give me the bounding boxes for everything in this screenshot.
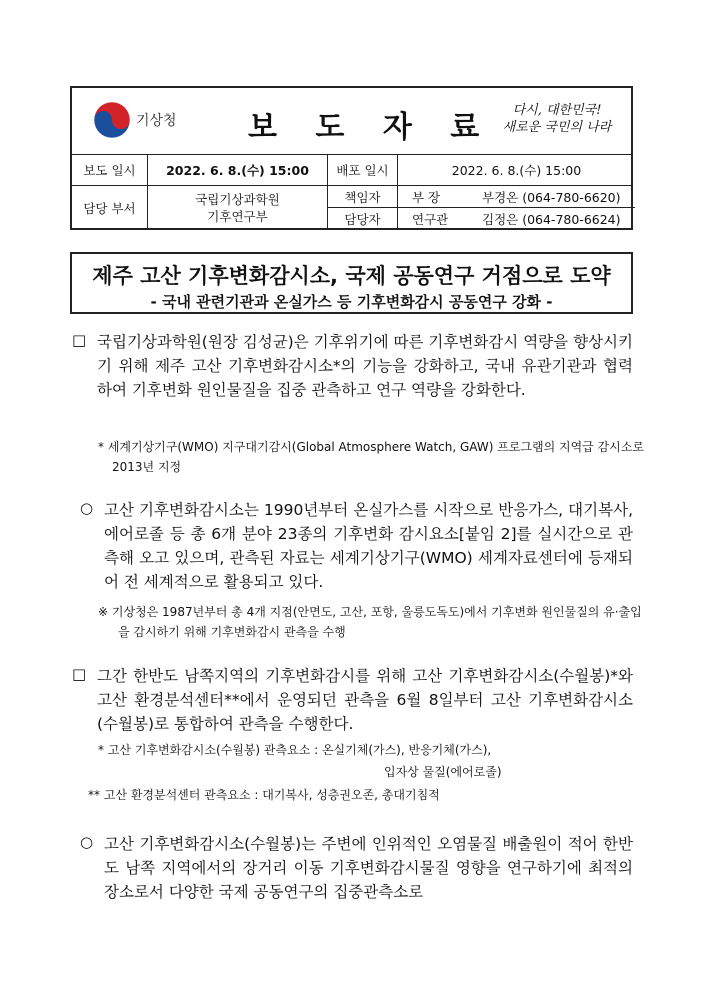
- release-time-label: 보도 일시: [83, 162, 136, 178]
- press-release-title: 보 도 자 료: [248, 110, 494, 145]
- paragraph-3-note-1: * 고산 기후변화감시소(수월봉) 관측요소 : 온실기체(가스), 반응기체(가스),: [98, 743, 492, 757]
- paragraph-3: 그간 한반도 남쪽지역의 기후변화감시를 위해 고산 기후변화감시소(수월봉)*와 고산 환경분석센터**에서 운영되던 관측을 6월 8일부터 고산 기후변화감시소(수월봉)로 통합하여 관측을 수행한다.: [97, 667, 633, 733]
- department-line-2: 기후연구부: [207, 209, 268, 224]
- department-label: 담당 부서: [83, 201, 136, 216]
- responsible-title: 부 장: [412, 189, 441, 205]
- paragraph-2: 고산 기후변화감시소는 1990년부터 온실가스를 시작으로 반응가스, 대기복사, 에어로졸 등 총 6개 분야 23종의 기후변화 감시요소[붙임 2]를 실시간으로 관측해 오고 있으며, 관측된 자료는 세계기상기구(WMO) 세계자료센터에 등재되어 전 세계적으로 활용되고 있다.: [104, 501, 633, 591]
- header-title-row: [72, 88, 631, 155]
- paragraph-3-note-1-cont: 입자상 물질(에어로졸): [384, 765, 502, 779]
- release-time-value: 2022. 6. 8.(수) 15:00: [166, 162, 309, 178]
- paragraph-1: 국립기상과학원(원장 김성균)은 기후위기에 따른 기후변화감시 역량을 향상시키기 위해 제주 고산 기후변화감시소*의 기능을 강화하고, 국내 유관기관과 협력하여 기후변화 원인물질을 집중 관측하고 연구 역량을 강화한다.: [97, 333, 633, 399]
- headline-main: 제주 고산 기후변화감시소, 국제 공동연구 거점으로 도약: [92, 264, 611, 288]
- department-value: [148, 186, 327, 230]
- slogan-line-2: 새로운 국민의 나라: [502, 120, 612, 135]
- headline-sub: - 국내 관련기관과 온실가스 등 기후변화감시 공동연구 강화 -: [150, 293, 553, 311]
- distribution-time-value: 2022. 6. 8.(수) 15:00: [451, 162, 582, 178]
- paragraph-3-bullet: □: [72, 665, 87, 683]
- slogan-line-1: 다시, 대한민국!: [512, 103, 602, 118]
- paragraph-1-note: * 세계기상기구(WMO) 지구대기감시(Global Atmosphere Watch, GAW) 프로그램의 지역급 감시소로 2013년 지정: [98, 440, 644, 474]
- contact-title: 연구관: [412, 212, 449, 227]
- paragraph-3-note-2: ** 고산 환경분석센터 관측요소 : 대기복사, 성층권오존, 총대기침적: [88, 788, 440, 802]
- contact-name: 김정은 (064-780-6624): [482, 212, 621, 227]
- distribution-time-label: 배포 일시: [336, 162, 389, 178]
- responsible-label: 책임자: [344, 189, 381, 205]
- headline-box: [70, 252, 633, 314]
- agency-name: 기상청: [136, 113, 177, 129]
- responsible-name: 부경온 (064-780-6620): [482, 189, 621, 205]
- paragraph-4-bullet: ○: [80, 833, 94, 851]
- press-release-header: [70, 86, 633, 230]
- paragraph-2-bullet: ○: [80, 499, 94, 517]
- contact-label: 담당자: [344, 212, 381, 227]
- government-slogan: [492, 102, 622, 136]
- paragraph-1-bullet: □: [72, 331, 87, 349]
- department-line-1: 국립기상과학원: [195, 192, 280, 207]
- paragraph-2-note: ※ 기상청은 1987년부터 총 4개 지점(안면도, 고산, 포항, 울릉도독도)에서 기후변화 원인물질의 유·출입을 감시하기 위해 기후변화감시 관측을 수행: [98, 605, 642, 639]
- paragraph-4: 고산 기후변화감시소(수월봉)는 주변에 인위적인 오염물질 배출원이 적어 한반도 남쪽 지역에서의 장거리 이동 기후변화감시물질 영향을 연구하기에 최적의 장소로서 다양한 국제 공동연구의 집중관측소로: [104, 835, 633, 901]
- kma-logo-icon: [92, 100, 132, 140]
